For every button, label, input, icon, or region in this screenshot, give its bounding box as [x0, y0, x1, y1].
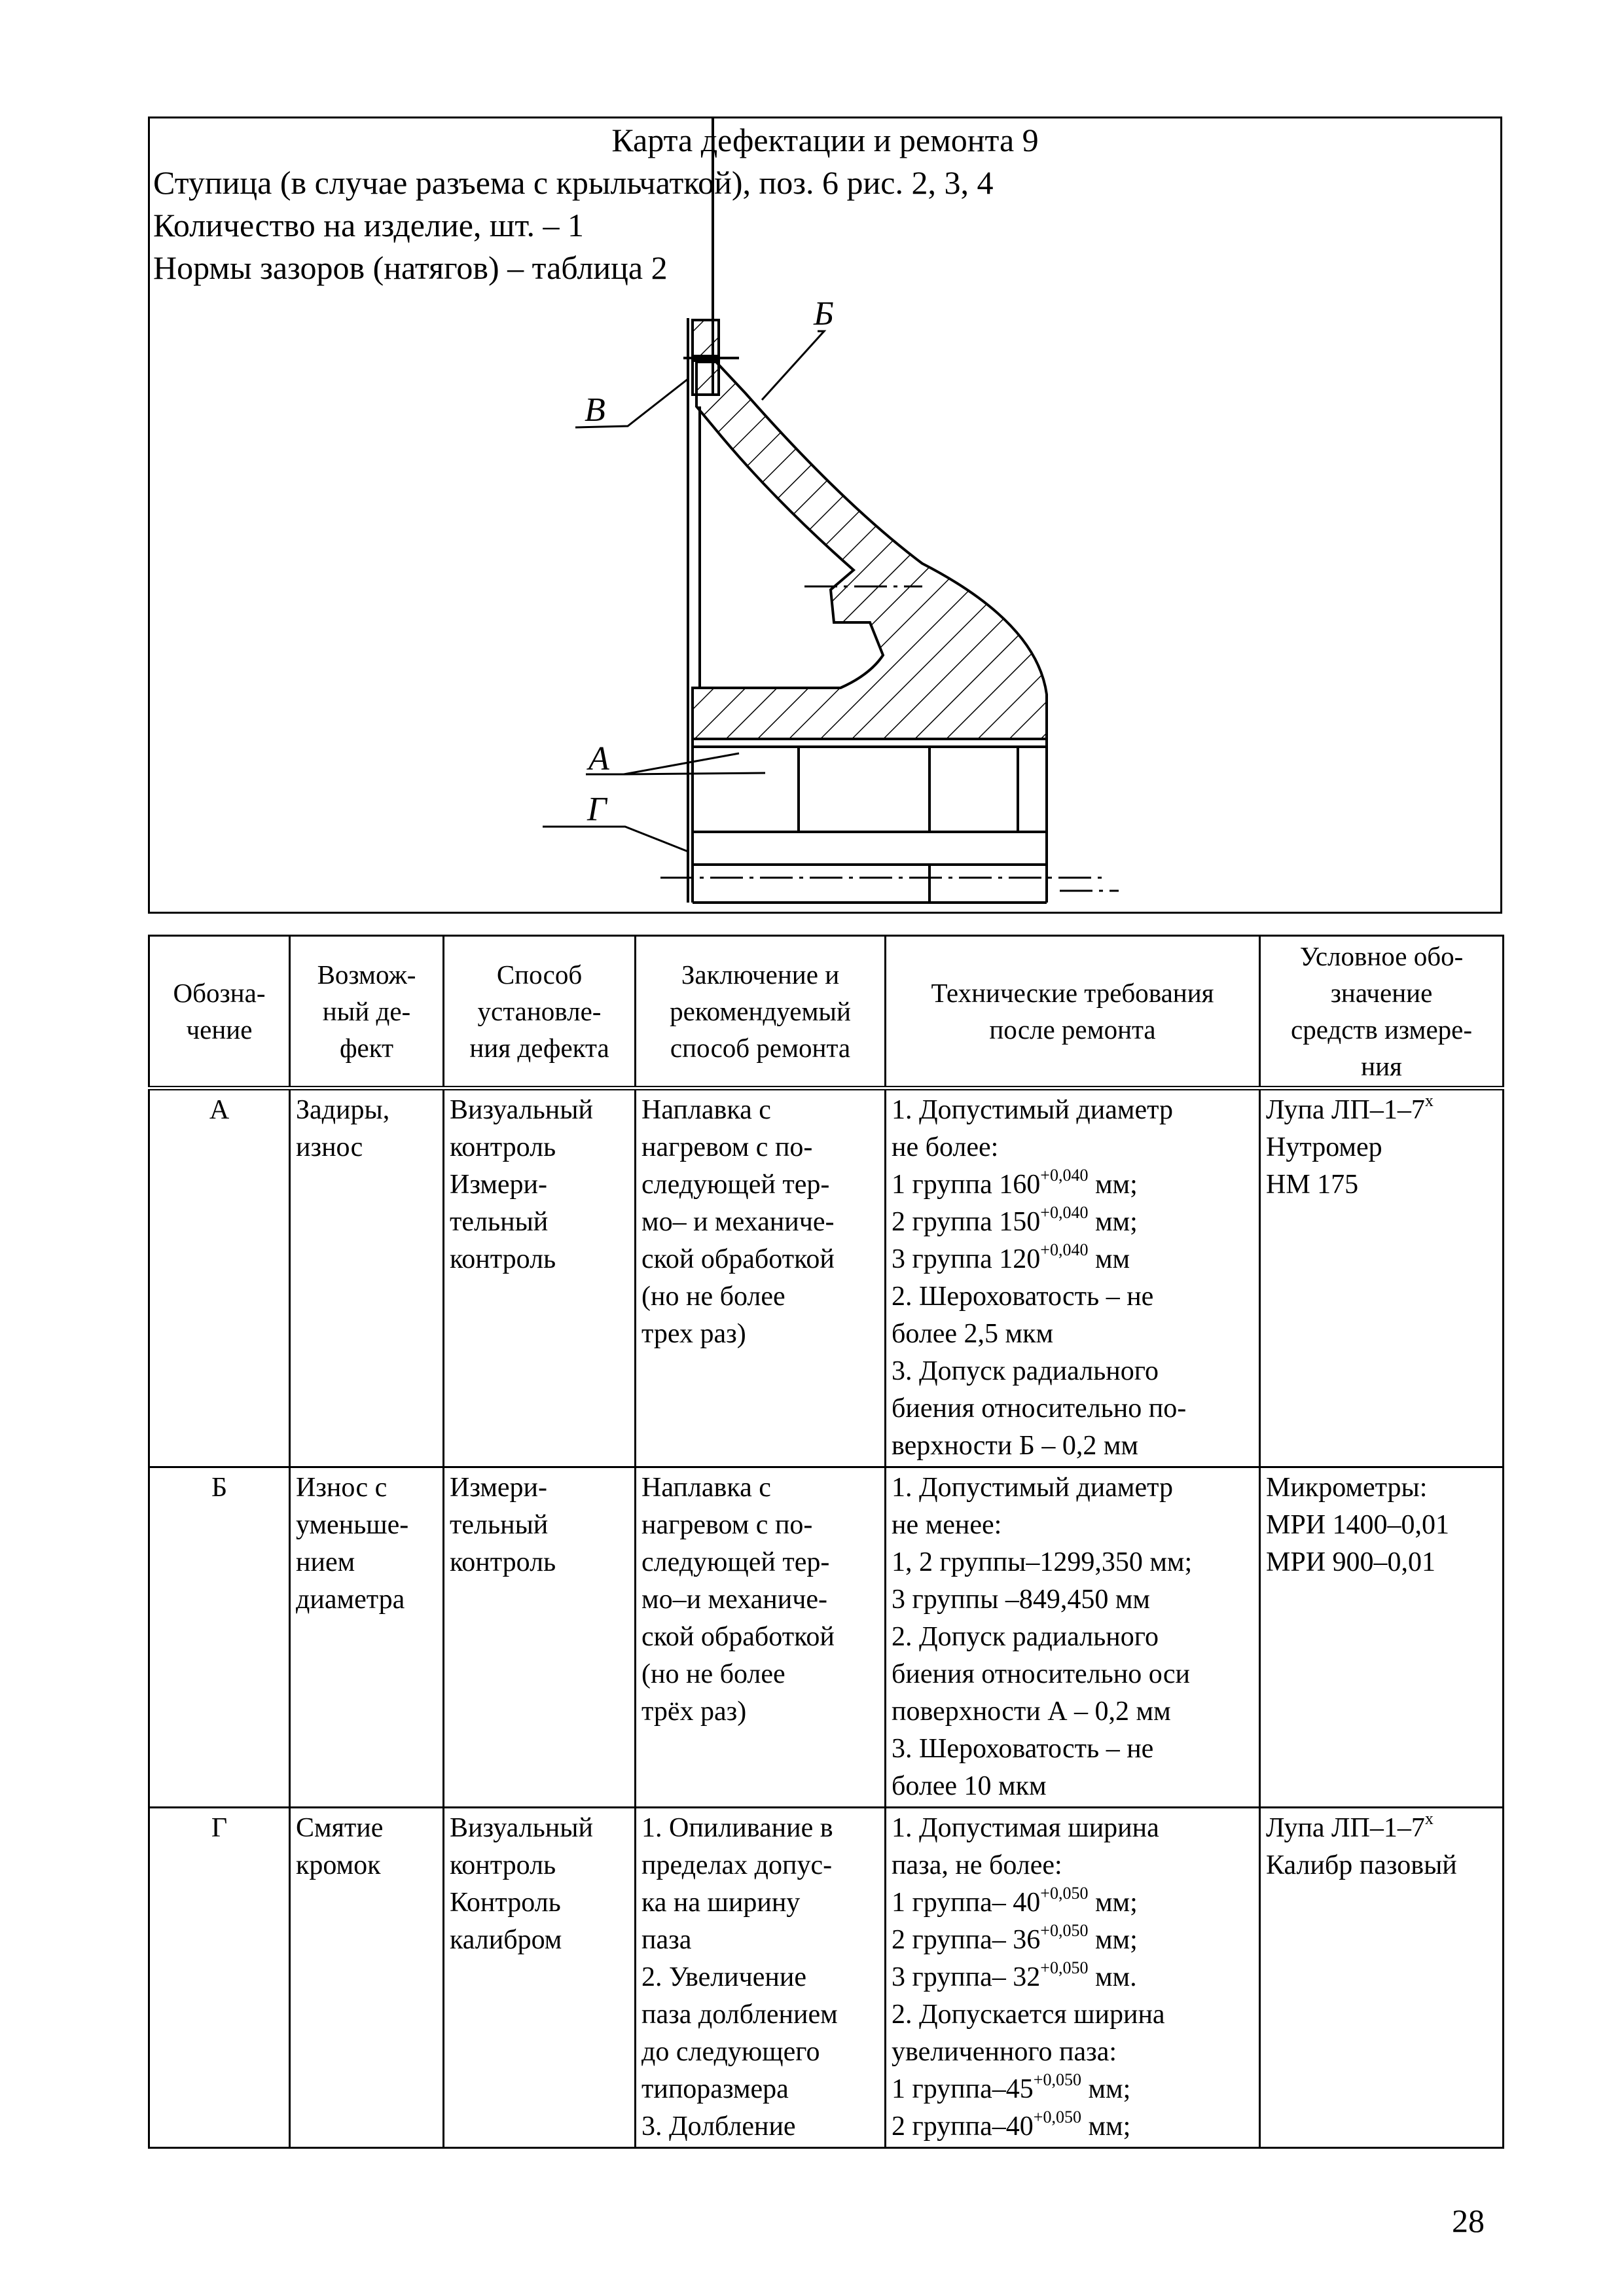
- table-row: [149, 1808, 1504, 2148]
- cell-method: Визуальный контроль Измери- тельный контроль: [444, 1088, 636, 1467]
- page-number: 28: [1452, 2202, 1485, 2239]
- cell-tools: Микрометры: МРИ 1400–0,01 МРИ 900–0,01: [1260, 1467, 1504, 1808]
- label-a: А: [588, 740, 609, 778]
- cell-defect: Смятие кромок: [290, 1808, 444, 2148]
- defect-card-frame: [148, 117, 1502, 914]
- cell-repair: 1. Опиливание в пределах допус- ка на ширину паза 2. Увеличение паза долблением до следующего типоразмера 3. Долбление: [636, 1808, 886, 2148]
- header-repair: Заключение и рекомендуемый способ ремонта: [636, 936, 886, 1088]
- cell-defect: Износ с уменьше- нием диаметра: [290, 1467, 444, 1808]
- quantity-line: Количество на изделие, шт. – 1: [153, 207, 584, 243]
- hub-part-outline: [683, 118, 1047, 903]
- defect-repair-table: [148, 935, 1504, 2149]
- table-header-row: [149, 936, 1504, 1088]
- cell-requirements: 1. Допустимый диаметр не менее: 1, 2 группы–1299,350 мм; 3 группы –849,450 мм 2. Допуск радиального биения относительно оси поверхности А – 0,2 мм 3. Шероховатость – не более 10 мкм: [886, 1467, 1260, 1808]
- cell-code: Б: [149, 1467, 290, 1808]
- header-requirements: Технические требования после ремонта: [886, 936, 1260, 1088]
- table-row: [149, 1088, 1504, 1467]
- cell-code: А: [149, 1088, 290, 1467]
- cell-code: Г: [149, 1808, 290, 2148]
- cell-tools: Лупа $ЛП-1-7^х$ Калибр пазовый: [1260, 1808, 1504, 2148]
- clearance-norms-line: Нормы зазоров (натягов) – таблица 2: [153, 249, 668, 286]
- cell-repair: Наплавка с нагревом с по- следующей тер- мо–и механиче- ской обработкой (но не более трёх раз): [636, 1467, 886, 1808]
- cell-method: Визуальный контроль Контроль калибром: [444, 1808, 636, 2148]
- label-g: Г: [587, 791, 607, 828]
- card-subtitle: Ступица (в случае разъема с крыльчаткой), поз. 6 рис. 2, 3, 4: [153, 164, 994, 201]
- header-code: Обозна- чение: [149, 936, 290, 1088]
- header-defect: Возмож- ный де- фект: [290, 936, 444, 1088]
- label-v: В: [585, 391, 605, 429]
- cell-defect: Задиры, износ: [290, 1088, 444, 1467]
- cell-repair: Наплавка с нагревом с по- следующей тер- мо– и механиче- ской обработкой (но не более трех раз): [636, 1088, 886, 1467]
- cell-requirements: 1. Допустимый диаметр не более: 1 группа $160^{+0,040}$ мм; 2 группа $150^{+0,040}$ мм; 3 группа $120^{+0,040}$ мм 2. Шероховатость – не более 2,5 мкм 3. Допуск радиального биения относительно по- верхности Б – 0,2 мм: [886, 1088, 1260, 1467]
- cell-method: Измери- тельный контроль: [444, 1467, 636, 1808]
- hub-section-drawing: [150, 118, 1500, 912]
- cell-tools: Лупа $ЛП-1-7^х$ Нутромер НМ 175: [1260, 1088, 1504, 1467]
- table-row: [149, 1467, 1504, 1808]
- header-tools: Условное обо- значение средств измере- ния: [1260, 936, 1504, 1088]
- card-title: Карта дефектации и ремонта 9: [611, 122, 1039, 158]
- label-b: Б: [814, 295, 834, 332]
- cell-requirements: 1. Допустимая ширина паза, не более: 1 группа– $40^{+0,050}$ мм; 2 группа– $36^{+0,050}$ мм; 3 группа– $32^{+0,050}$ мм. 2. Допускается ширина увеличенного паза: 1 группа–$45^{+0,050}$ мм; 2 группа–$40^{+0,050}$ мм;: [886, 1808, 1260, 2148]
- header-method: Способ установле- ния дефекта: [444, 936, 636, 1088]
